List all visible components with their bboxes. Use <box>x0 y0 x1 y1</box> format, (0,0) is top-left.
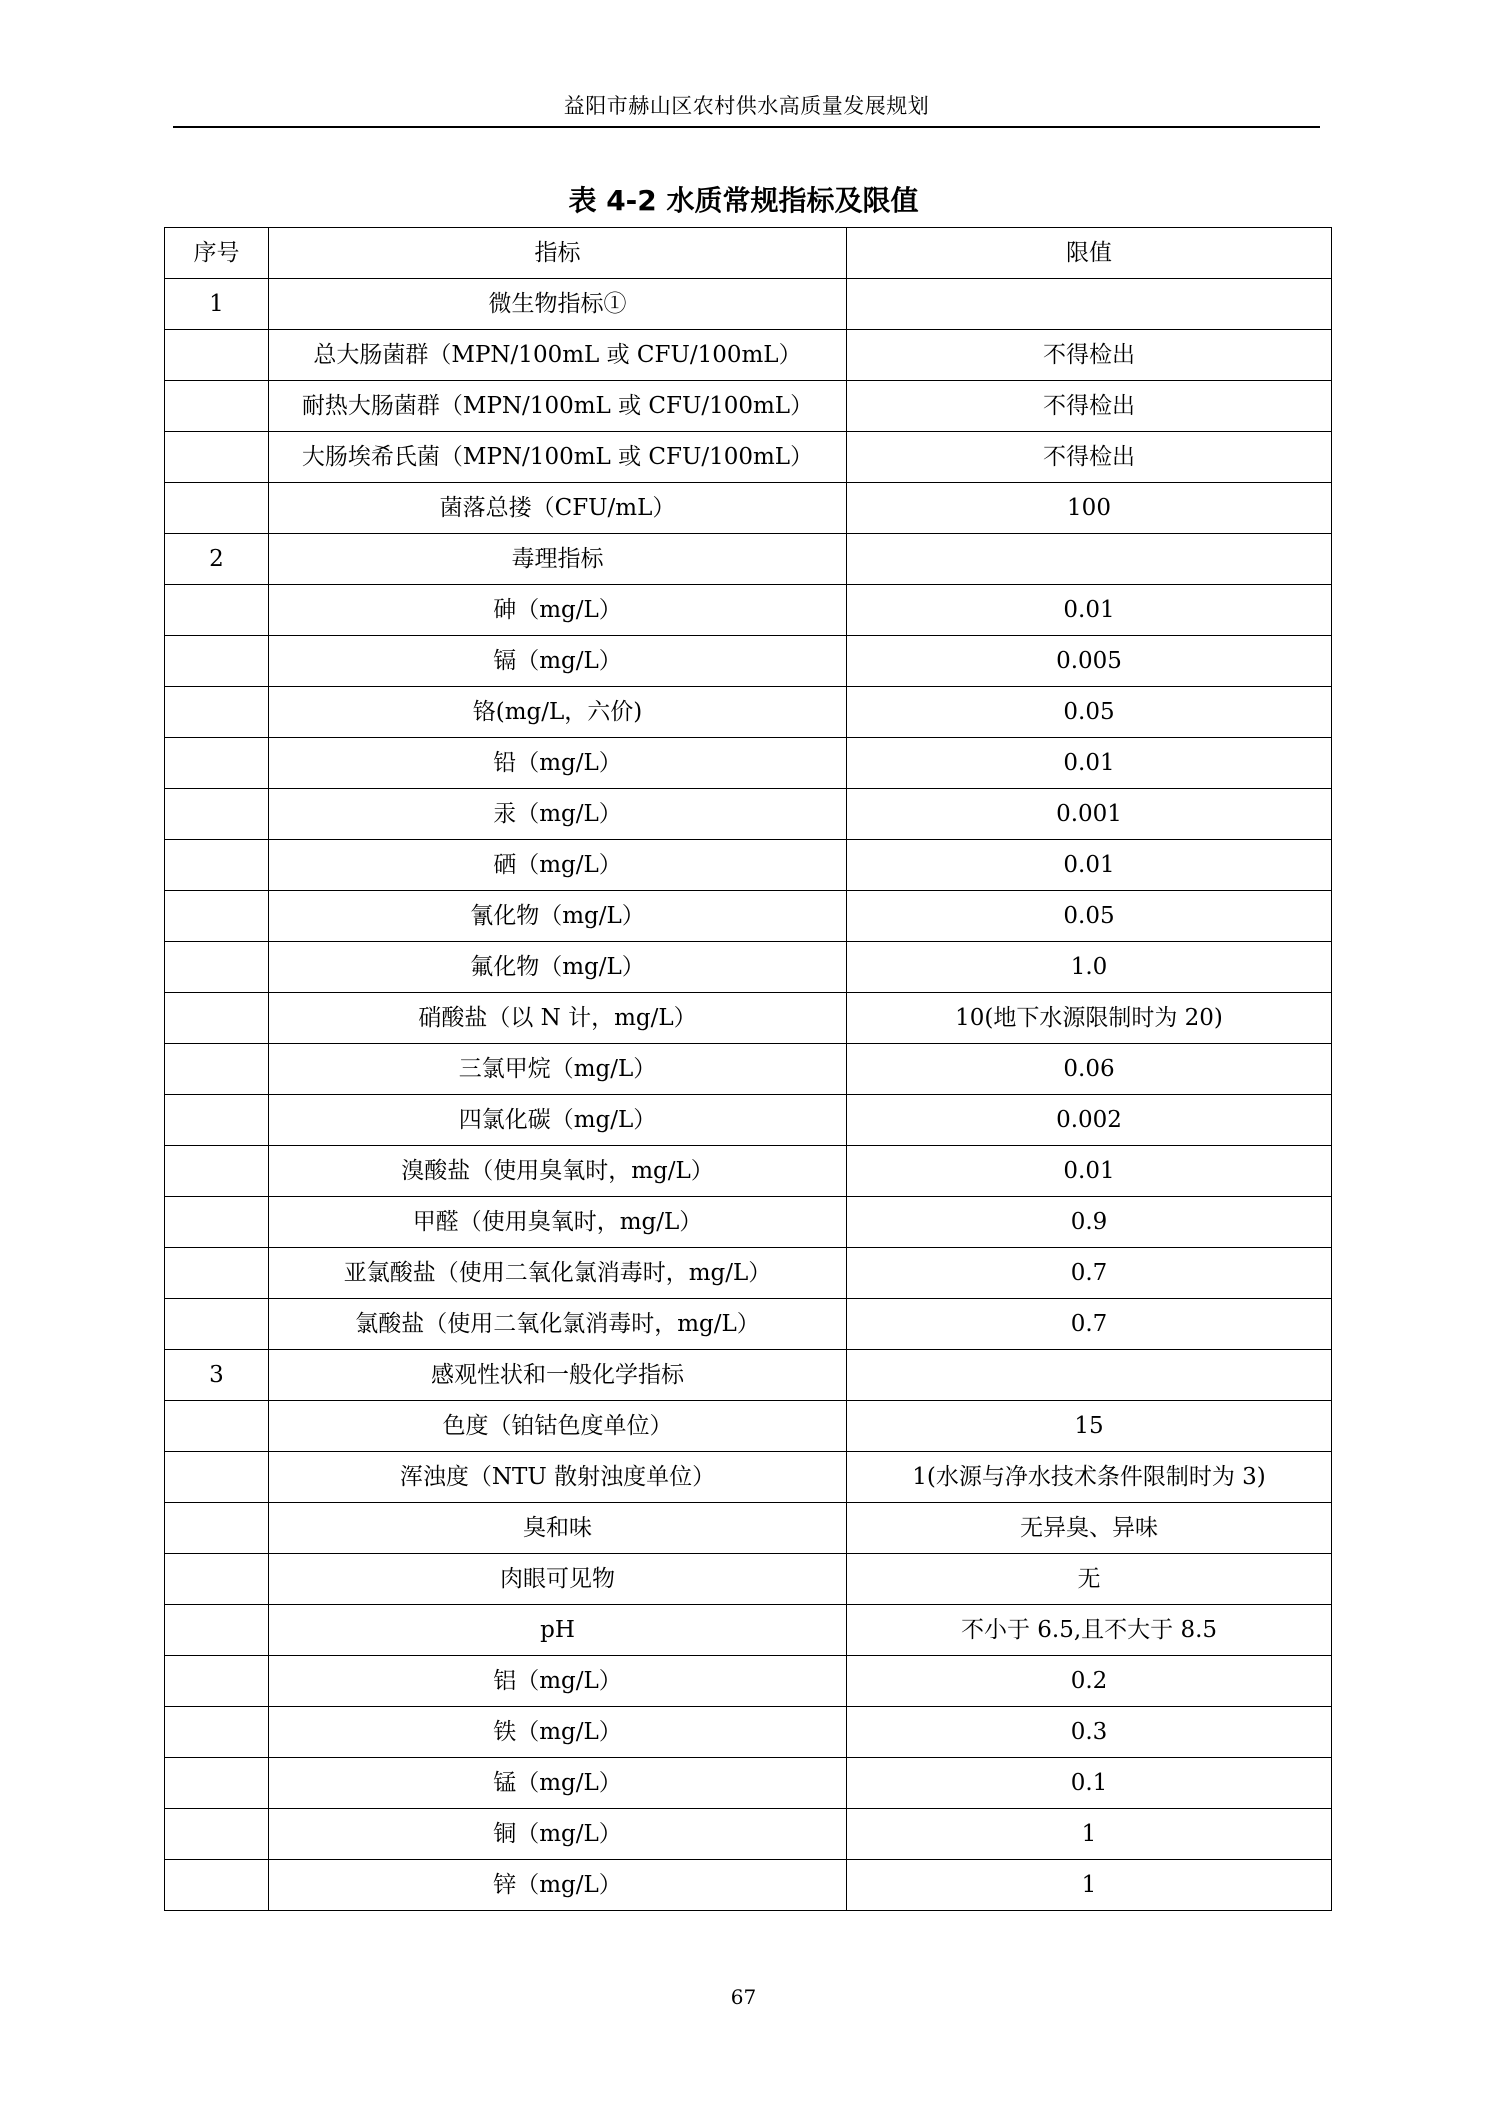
cell-no <box>165 1044 269 1095</box>
cell-no <box>165 432 269 483</box>
table-row <box>165 534 1332 585</box>
table-header-row <box>165 228 1332 279</box>
cell-limit: 0.001 <box>847 789 1332 840</box>
cell-indicator: 四氯化碳（mg/L） <box>269 1095 847 1146</box>
table-row <box>165 1044 1332 1095</box>
cell-no <box>165 330 269 381</box>
cell-no <box>165 1503 269 1554</box>
cell-limit: 0.01 <box>847 738 1332 789</box>
cell-indicator: 氯酸盐（使用二氧化氯消毒时，mg/L） <box>269 1299 847 1350</box>
cell-no: 3 <box>165 1350 269 1401</box>
cell-indicator: 总大肠菌群（MPN/100mL 或 CFU/100mL） <box>269 330 847 381</box>
table-row <box>165 1605 1332 1656</box>
table-row <box>165 1554 1332 1605</box>
cell-limit: 不小于 6.5,且不大于 8.5 <box>847 1605 1332 1656</box>
cell-limit: 0.01 <box>847 1146 1332 1197</box>
cell-indicator: 镉（mg/L） <box>269 636 847 687</box>
cell-indicator: 铅（mg/L） <box>269 738 847 789</box>
cell-no <box>165 1452 269 1503</box>
cell-indicator: 硝酸盐（以 N 计，mg/L） <box>269 993 847 1044</box>
cell-no <box>165 738 269 789</box>
cell-indicator: 铬(mg/L，六价) <box>269 687 847 738</box>
cell-no <box>165 585 269 636</box>
cell-indicator: 锌（mg/L） <box>269 1860 847 1911</box>
cell-no <box>165 1707 269 1758</box>
table-row <box>165 483 1332 534</box>
table-row <box>165 432 1332 483</box>
table-row <box>165 381 1332 432</box>
cell-indicator: 肉眼可见物 <box>269 1554 847 1605</box>
cell-limit: 0.7 <box>847 1299 1332 1350</box>
cell-no <box>165 1605 269 1656</box>
table-row <box>165 1707 1332 1758</box>
cell-no <box>165 1656 269 1707</box>
cell-no <box>165 1860 269 1911</box>
table-row <box>165 1299 1332 1350</box>
table-row <box>165 1758 1332 1809</box>
cell-no <box>165 1299 269 1350</box>
cell-limit: 无异臭、异味 <box>847 1503 1332 1554</box>
table-row <box>165 1503 1332 1554</box>
cell-limit: 0.01 <box>847 585 1332 636</box>
table-row <box>165 1656 1332 1707</box>
page-header <box>173 88 1320 128</box>
table-row <box>165 279 1332 330</box>
table-row <box>165 942 1332 993</box>
cell-indicator: 甲醛（使用臭氧时，mg/L） <box>269 1197 847 1248</box>
table-row <box>165 993 1332 1044</box>
cell-no <box>165 789 269 840</box>
cell-no <box>165 840 269 891</box>
cell-no <box>165 1197 269 1248</box>
cell-indicator: 铝（mg/L） <box>269 1656 847 1707</box>
cell-indicator: 毒理指标 <box>269 534 847 585</box>
cell-no <box>165 381 269 432</box>
cell-limit: 0.9 <box>847 1197 1332 1248</box>
table-row <box>165 738 1332 789</box>
cell-limit: 0.2 <box>847 1656 1332 1707</box>
cell-no <box>165 483 269 534</box>
table-row <box>165 840 1332 891</box>
page-number: 67 <box>730 1985 757 2009</box>
table-body <box>165 279 1332 1911</box>
table-title: 表 4-2 水质常规指标及限值 <box>568 184 919 217</box>
cell-limit: 1 <box>847 1809 1332 1860</box>
cell-limit <box>847 534 1332 585</box>
table-row <box>165 1350 1332 1401</box>
cell-limit: 0.002 <box>847 1095 1332 1146</box>
cell-limit <box>847 1350 1332 1401</box>
cell-indicator: 铁（mg/L） <box>269 1707 847 1758</box>
cell-limit: 0.1 <box>847 1758 1332 1809</box>
cell-limit: 0.005 <box>847 636 1332 687</box>
table-row <box>165 1248 1332 1299</box>
table-row <box>165 1197 1332 1248</box>
cell-limit: 无 <box>847 1554 1332 1605</box>
cell-indicator: pH <box>269 1605 847 1656</box>
cell-no <box>165 993 269 1044</box>
cell-no: 2 <box>165 534 269 585</box>
cell-no <box>165 1146 269 1197</box>
cell-indicator: 亚氯酸盐（使用二氧化氯消毒时，mg/L） <box>269 1248 847 1299</box>
column-header-limit: 限值 <box>847 228 1332 279</box>
cell-limit: 15 <box>847 1401 1332 1452</box>
cell-no <box>165 687 269 738</box>
table-row <box>165 585 1332 636</box>
cell-indicator: 氰化物（mg/L） <box>269 891 847 942</box>
cell-limit: 0.06 <box>847 1044 1332 1095</box>
table-row <box>165 1809 1332 1860</box>
cell-no <box>165 1248 269 1299</box>
cell-limit: 10(地下水源限制时为 20) <box>847 993 1332 1044</box>
cell-indicator: 大肠埃希氏菌（MPN/100mL 或 CFU/100mL） <box>269 432 847 483</box>
cell-indicator: 溴酸盐（使用臭氧时，mg/L） <box>269 1146 847 1197</box>
cell-no <box>165 636 269 687</box>
cell-limit: 1.0 <box>847 942 1332 993</box>
water-quality-table <box>164 227 1332 1911</box>
cell-limit: 0.05 <box>847 687 1332 738</box>
table-row <box>165 789 1332 840</box>
table-row <box>165 891 1332 942</box>
cell-no <box>165 1401 269 1452</box>
cell-indicator: 耐热大肠菌群（MPN/100mL 或 CFU/100mL） <box>269 381 847 432</box>
cell-indicator: 感观性状和一般化学指标 <box>269 1350 847 1401</box>
table-row <box>165 636 1332 687</box>
cell-no <box>165 1758 269 1809</box>
cell-limit: 0.01 <box>847 840 1332 891</box>
cell-limit <box>847 279 1332 330</box>
cell-indicator: 菌落总搂（CFU/mL） <box>269 483 847 534</box>
column-header-no: 序号 <box>165 228 269 279</box>
cell-limit: 不得检出 <box>847 381 1332 432</box>
cell-indicator: 三氯甲烷（mg/L） <box>269 1044 847 1095</box>
table-row <box>165 1452 1332 1503</box>
table-row <box>165 1146 1332 1197</box>
cell-indicator: 硒（mg/L） <box>269 840 847 891</box>
column-header-indicator: 指标 <box>269 228 847 279</box>
cell-limit: 0.3 <box>847 1707 1332 1758</box>
cell-limit: 0.05 <box>847 891 1332 942</box>
cell-no <box>165 891 269 942</box>
cell-limit: 0.7 <box>847 1248 1332 1299</box>
cell-limit: 1(水源与净水技术条件限制时为 3) <box>847 1452 1332 1503</box>
cell-limit: 不得检出 <box>847 432 1332 483</box>
cell-indicator: 微生物指标① <box>269 279 847 330</box>
cell-limit: 不得检出 <box>847 330 1332 381</box>
cell-no <box>165 1095 269 1146</box>
cell-no: 1 <box>165 279 269 330</box>
cell-indicator: 锰（mg/L） <box>269 1758 847 1809</box>
cell-no <box>165 1554 269 1605</box>
document-title: 益阳市赫山区农村供水高质量发展规划 <box>563 94 930 118</box>
cell-indicator: 汞（mg/L） <box>269 789 847 840</box>
table-row <box>165 1860 1332 1911</box>
cell-indicator: 氟化物（mg/L） <box>269 942 847 993</box>
cell-no <box>165 1809 269 1860</box>
cell-no <box>165 942 269 993</box>
cell-indicator: 浑浊度（NTU 散射浊度单位） <box>269 1452 847 1503</box>
table-row <box>165 687 1332 738</box>
cell-limit: 1 <box>847 1860 1332 1911</box>
table-row <box>165 330 1332 381</box>
cell-indicator: 砷（mg/L） <box>269 585 847 636</box>
table-row <box>165 1095 1332 1146</box>
cell-limit: 100 <box>847 483 1332 534</box>
cell-indicator: 色度（铂钴色度单位） <box>269 1401 847 1452</box>
cell-indicator: 臭和味 <box>269 1503 847 1554</box>
cell-indicator: 铜（mg/L） <box>269 1809 847 1860</box>
table-row <box>165 1401 1332 1452</box>
